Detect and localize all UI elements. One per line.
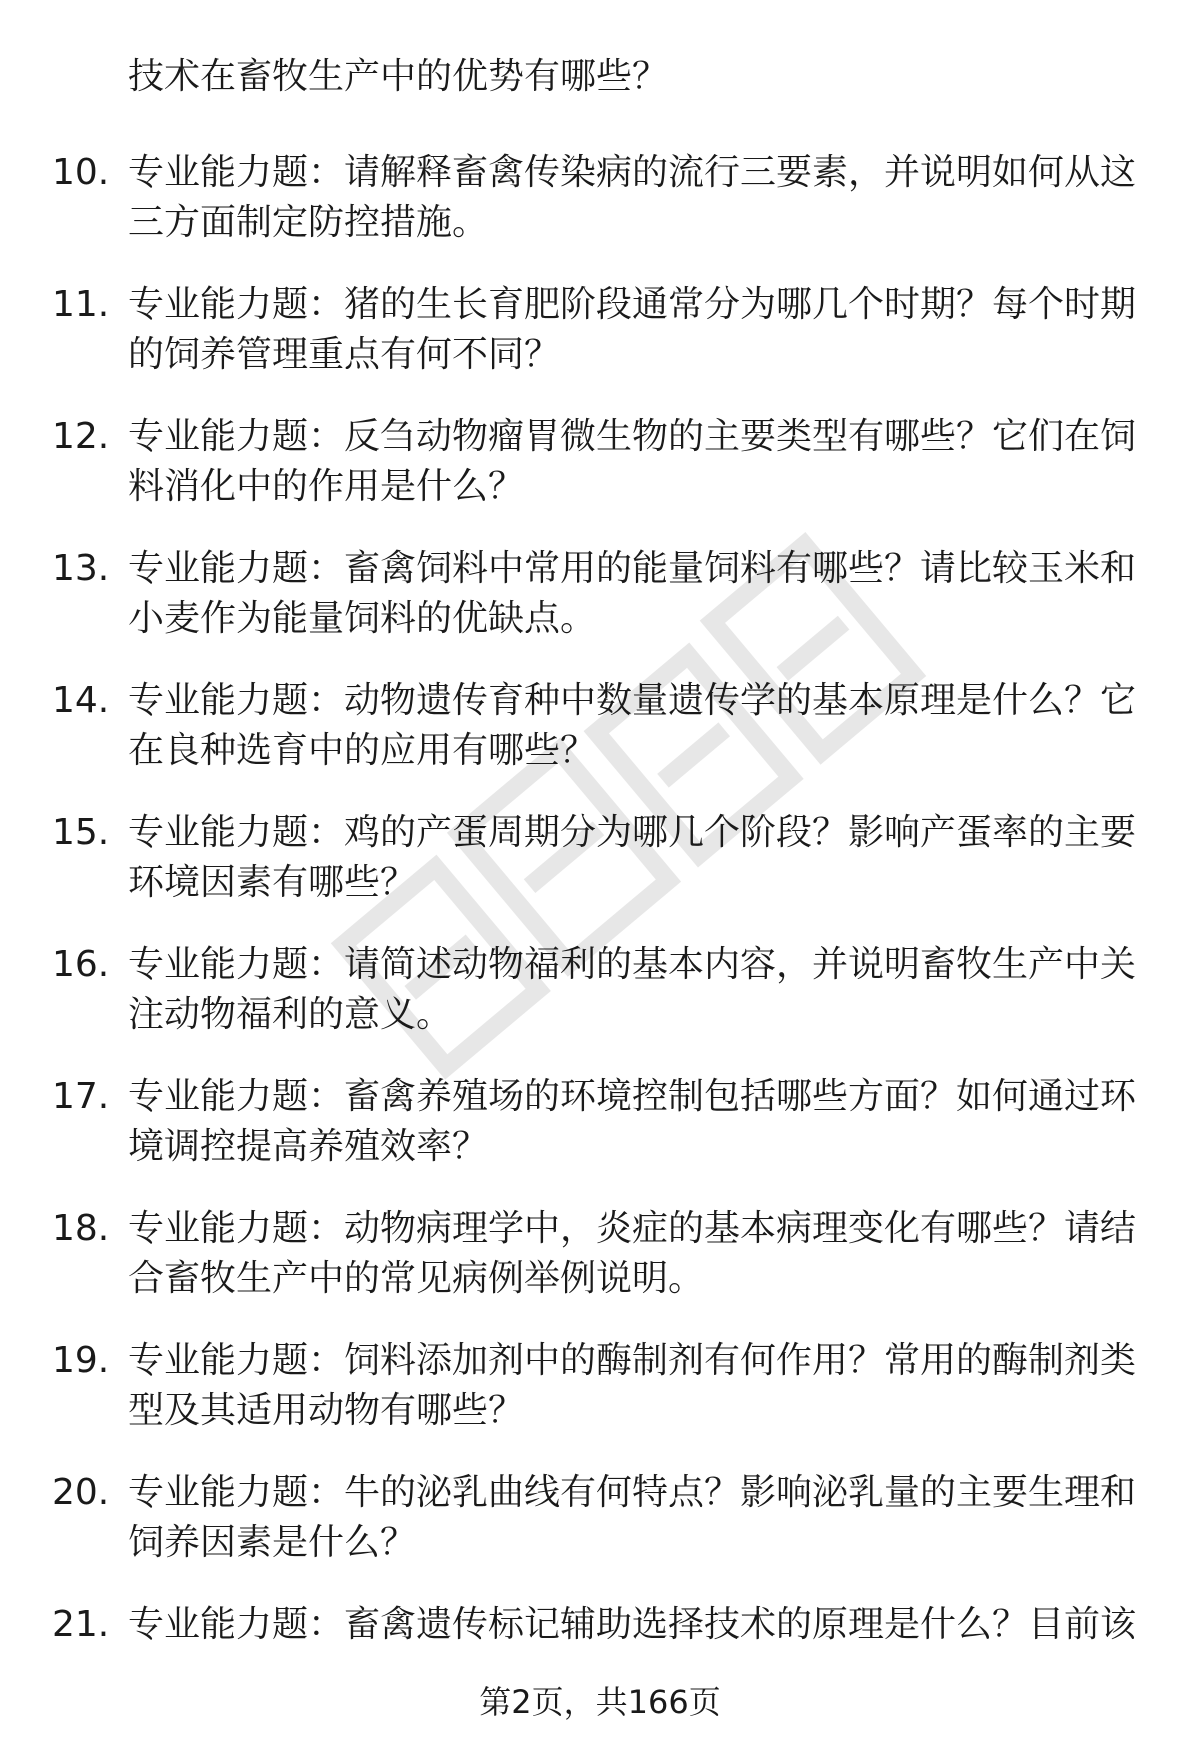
question-number: 11. [52,284,110,325]
question-text: 专业能力题：动物遗传育种中数量遗传学的基本原理是什么？它在良种选育中的应用有哪些？ [128,680,1137,771]
question-list [0,148,1200,1732]
question-text: 专业能力题：畜禽饲料中常用的能量饲料有哪些？请比较玉米和小麦作为能量饲料的优缺点。 [128,548,1137,639]
question-text: 专业能力题：畜禽养殖场的环境控制包括哪些方面？如何通过环境调控提高养殖效率？ [128,1076,1137,1167]
question-number: 12. [52,416,110,457]
question-text: 专业能力题：动物病理学中，炎症的基本病理变化有哪些？请结合畜牧生产中的常见病例举例说明。 [128,1208,1137,1299]
list-item [0,1336,1200,1468]
question-text: 专业能力题：反刍动物瘤胃微生物的主要类型有哪些？它们在饲料消化中的作用是什么？ [128,416,1137,507]
question-number: 21. [52,1604,110,1645]
question-number: 10. [52,152,110,193]
list-item [0,280,1200,412]
list-item [0,412,1200,544]
continuation-text: 技术在畜牧生产中的优势有哪些？ [128,56,669,97]
question-text: 专业能力题：猪的生长育肥阶段通常分为哪几个时期？每个时期的饲养管理重点有何不同？ [128,284,1137,375]
question-text: 专业能力题：牛的泌乳曲线有何特点？影响泌乳量的主要生理和饲养因素是什么？ [128,1472,1137,1563]
list-item [0,808,1200,940]
page-footer: 第2页，共166页 [479,1683,721,1721]
question-number: 17. [52,1076,110,1117]
question-number: 18. [52,1208,110,1249]
list-item [0,940,1200,1072]
list-item [0,1468,1200,1600]
question-number: 16. [52,944,110,985]
question-number: 15. [52,812,110,853]
question-number: 20. [52,1472,110,1513]
list-item [0,1204,1200,1336]
question-number: 14. [52,680,110,721]
question-text: 专业能力题：请简述动物福利的基本内容，并说明畜牧生产中关注动物福利的意义。 [128,944,1137,1035]
list-item [0,148,1200,280]
question-text: 专业能力题：鸡的产蛋周期分为哪几个阶段？影响产蛋率的主要环境因素有哪些？ [128,812,1137,903]
list-item [0,1072,1200,1204]
question-text: 专业能力题：饲料添加剂中的酶制剂有何作用？常用的酶制剂类型及其适用动物有哪些？ [128,1340,1137,1431]
question-number: 19. [52,1340,110,1381]
list-item [0,676,1200,808]
question-number: 13. [52,548,110,589]
question-text: 专业能力题：请解释畜禽传染病的流行三要素，并说明如何从这三方面制定防控措施。 [128,152,1137,243]
list-item [0,544,1200,676]
question-text: 专业能力题：畜禽遗传标记辅助选择技术的原理是什么？目前该 [128,1604,1137,1645]
